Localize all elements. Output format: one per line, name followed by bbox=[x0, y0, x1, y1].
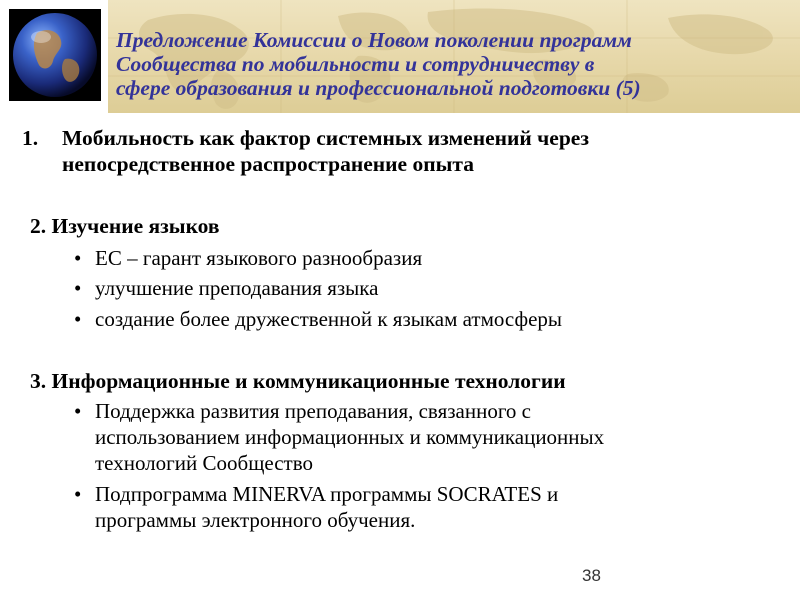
bullet-text: ЕС – гарант языкового разнообразия bbox=[95, 246, 423, 270]
bullet-text-line: Поддержка развития преподавания, связанного с bbox=[95, 399, 531, 423]
section-3-heading: 3. Информационные и коммуникационные технологии bbox=[30, 369, 566, 393]
bullet-dot: • bbox=[74, 246, 82, 270]
bullet-text-line: Подпрограмма MINERVA программы SOCRATES и bbox=[95, 482, 559, 506]
item-text-line: непосредственное распространение опыта bbox=[62, 152, 474, 176]
title-line: Предложение Комиссии о Новом поколении программ bbox=[116, 28, 632, 52]
bullet-text: улучшение преподавания языка bbox=[95, 276, 379, 300]
bullet-dot: • bbox=[74, 399, 82, 423]
bullet-dot: • bbox=[74, 307, 82, 331]
bullet-dot: • bbox=[74, 276, 82, 300]
bullet-dot: • bbox=[74, 482, 82, 506]
title-line: сфере образования и профессиональной подготовки (5) bbox=[116, 76, 641, 100]
title-line: Сообщества по мобильности и сотрудничеству в bbox=[116, 52, 595, 76]
bullet-text-line: использованием информационных и коммуникационных bbox=[95, 425, 605, 449]
bullet-text-line: программы электронного обучения. bbox=[95, 508, 416, 532]
bullet-text: создание более дружественной к языкам атмосферы bbox=[95, 307, 562, 331]
item-text-line: Мобильность как фактор системных изменений через bbox=[62, 126, 589, 150]
section-2-heading: 2. Изучение языков bbox=[30, 214, 220, 238]
item-number: 1. bbox=[22, 126, 39, 150]
bullet-text-line: технологий Сообщество bbox=[95, 451, 313, 475]
page-number: 38 bbox=[582, 566, 601, 585]
